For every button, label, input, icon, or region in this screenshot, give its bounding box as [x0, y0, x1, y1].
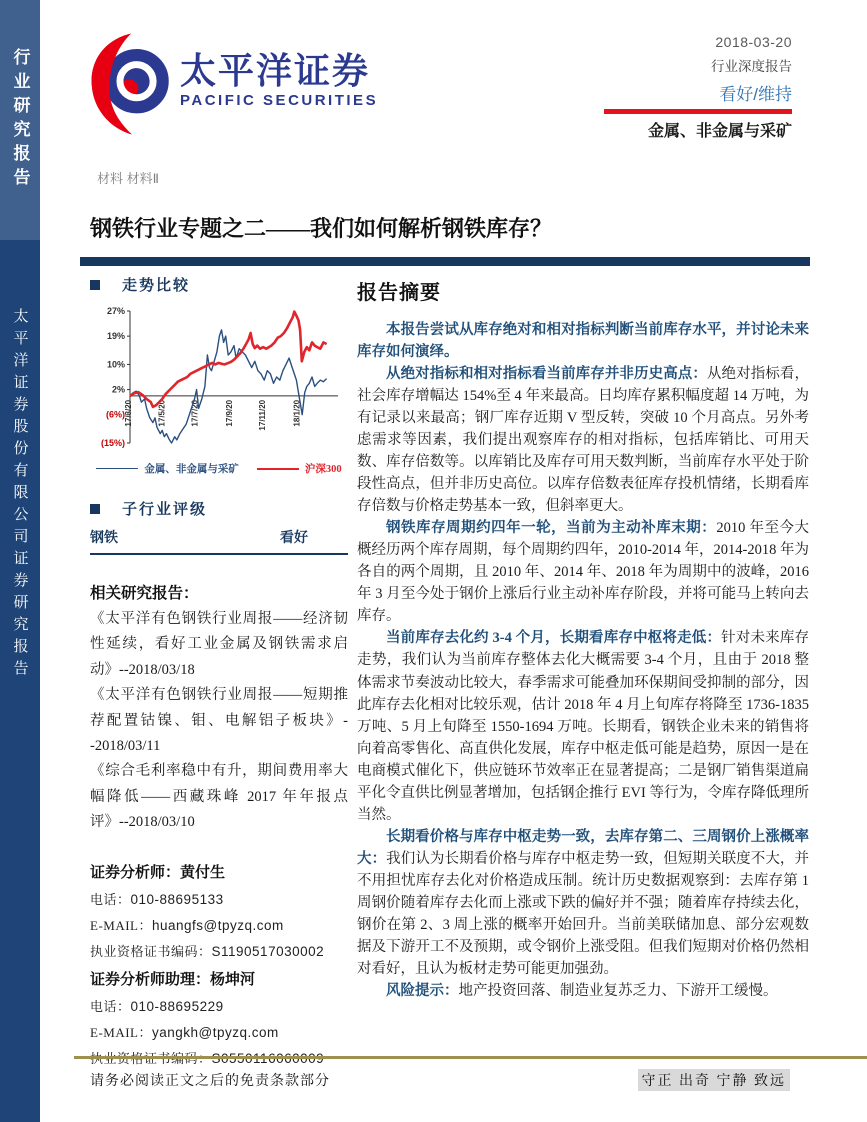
summary-paragraph: [357, 517, 809, 627]
paragraph-body: 从绝对指标看，社会库存增幅达 154%至 4 年来最高。日均库存累积幅度超 14 万吨，为有记录以来最高；钢厂库存近期 V 型反转，突破 10 个月高点。另外考虑需求等因素，我们提出观察库存的相对指标，包括库销比、可用天数、库存倍数等。以库销比及库存可用天数判断，当前库存水平处于阶段性高点，但并非历史高位。以库存倍数表征库存投机情绪，长期看库存倍数与价格走势基本一致，但斜率更大。: [357, 366, 810, 515]
analyst-block: [90, 861, 348, 960]
subindustry-rating-section: [90, 498, 348, 555]
logo-name-cn: 太平洋证券: [180, 50, 371, 91]
report-type: 行业深度报告: [711, 59, 792, 74]
footer-motto: 守正 出奇 宁静 致远: [638, 1069, 791, 1091]
legend-label: 沪深300: [304, 464, 342, 475]
x-tick-label: 17/7/20: [190, 399, 200, 427]
paragraph-lead: 当前库存去化约 3-4 个月，长期看库存中枢将走低：: [386, 630, 722, 647]
analyst-name: 证券分析师助理：杨坤河: [90, 972, 256, 989]
analyst-phone: 电话：010-88695229: [90, 999, 224, 1015]
rating-row-name: 钢铁: [90, 531, 118, 546]
summary-column: [357, 276, 809, 1002]
trend-section-title: 走势比较: [122, 278, 191, 294]
breadcrumb-category: 材料 材料Ⅱ: [97, 171, 160, 186]
analyst-email-value: huangfs@tpyzq.com: [152, 918, 284, 934]
related-reports-section: [90, 581, 348, 835]
paragraph-lead: 钢铁库存周期约四年一轮，当前为主动补库末期：: [386, 520, 717, 537]
title-divider-bar: [80, 257, 810, 266]
left-column: [90, 274, 348, 1074]
analyst-cert-value: S1190517030002: [211, 944, 325, 960]
series-line-沪深300: [130, 312, 327, 407]
analyst-email: E-MAIL：huangfs@tpyzq.com: [90, 918, 284, 934]
red-accent-bar: [604, 109, 792, 114]
analyst-cert: 执业资格证书编码：S1190517030002: [90, 944, 325, 960]
analyst-phone: 电话：010-88695133: [90, 892, 224, 908]
sidebar-top-band: [0, 0, 40, 240]
paragraph-body: 地产投资回落、制造业复苏乏力、下游开工缓慢。: [458, 982, 778, 999]
trend-comparison-chart: [90, 301, 348, 476]
y-tick-label: 10%: [106, 359, 125, 370]
legend-line-swatch: [96, 468, 138, 469]
y-tick-label: 2%: [111, 384, 125, 395]
x-tick-label: 18/1/20: [292, 399, 302, 427]
paragraph-lead: 风险提示：: [386, 982, 459, 999]
summary-paragraph: [357, 980, 809, 1002]
summary-paragraph: [357, 627, 809, 825]
pacific-securities-logo-icon: [88, 30, 172, 138]
logo-text: [180, 52, 378, 109]
analyst-phone-value: 010-88695229: [130, 999, 224, 1015]
chart-legend: [90, 461, 348, 476]
paragraph-lead: 本报告尝试从库存绝对和相对指标判断当前库存水平，并讨论未来库存如何演绎。: [357, 322, 809, 361]
trend-chart-svg: [90, 301, 344, 451]
x-tick-label: 17/3/20: [124, 399, 134, 427]
y-tick-label: 27%: [106, 306, 125, 316]
footer-disclaimer: 请务必阅读正文之后的免责条款部分: [90, 1074, 330, 1089]
paragraph-body: 2010 年至今大概经历两个库存周期，每个周期约四年，2010-2014 年，2014-2018 年为各自的两个周期，且 2010 年、2014 年、2018 年为周期中的波峰，2016 年 3 月至今处于钢价上涨后行业主动补库存阶段，并将可能马上转向去库存。: [357, 520, 810, 625]
legend-item: [257, 461, 342, 476]
related-reports-list: [90, 607, 348, 835]
header-logo: [88, 30, 378, 138]
y-tick-label: (6%): [105, 409, 125, 420]
summary-paragraph: [357, 319, 809, 363]
rating-section-header: [90, 498, 348, 519]
rating-row-value: 看好: [280, 531, 308, 546]
page-title: 钢铁行业专题之二——我们如何解析钢铁库存？: [90, 216, 553, 241]
industry-rating: 看好/维持: [719, 85, 792, 104]
analyst-block: [90, 968, 348, 1067]
paragraph-body: 针对未来库存走势，我们认为当前库存整体去化大概需要 3-4 个月，且由于 2018 整体需求节奏波动比较大，春季需求可能叠加环保期间受抑制的部分，因此库存去化相对比较乐观，估计 2018 年 4 月上旬库存将降至 1736-1835 万吨、5 月上旬降至 1550-1694 万吨。长期看，钢铁企业未来的销售将向着高零售化、高直供化发展，库存中枢走低可能是趋势，原因一是在电商模式催化下，供应链环节效率正在显著提高；二是钢厂销售渠道扁平化令直供比例显著增加，包括钢企推行 EVI 等行为，令库存降低理所当然。: [357, 630, 810, 823]
y-tick-label: (15%): [100, 438, 125, 448]
trend-section-header: [90, 274, 348, 295]
legend-item: [96, 461, 239, 476]
x-tick-label: 17/11/20: [258, 399, 268, 431]
summary-paragraphs: [357, 319, 809, 1002]
header-meta: [472, 34, 792, 141]
logo-name-en: PACIFIC SECURITIES: [180, 91, 379, 109]
analyst-name: 证券分析师：黄付生: [90, 865, 226, 882]
analyst-email: E-MAIL：yangkh@tpyzq.com: [90, 1025, 279, 1041]
section-bullet-icon: [90, 280, 100, 290]
sidebar-top-label: 行业研究报告: [10, 48, 30, 192]
summary-paragraph: [357, 826, 809, 980]
related-report-item: 《太平洋有色钢铁行业周报——短期推荐配置钴镍、钼、电解铝子板块》--2018/03/11: [90, 687, 348, 754]
paragraph-lead: 长期看价格与库存中枢走势一致，去库存第二、三周钢价上涨概率大：: [357, 828, 809, 867]
analyst-phone-value: 010-88695133: [130, 892, 224, 908]
x-tick-label: 17/9/20: [224, 399, 234, 427]
related-reports-title: 相关研究报告：: [90, 585, 199, 602]
rating-table: [90, 527, 348, 555]
paragraph-body: 我们认为长期看价格与库存中枢走势一致，但短期关联度不大，并不用担忧库存去化对价格造成压制。统计历史数据观察到：去库存第 1 周钢价随着库存去化而上涨或下跌的偏好并不强；随着库存持续去化，钢价在第 2、3 周上涨的概率开始回升。当前美联储加息、部分宏观数据及下游开工不及预期，或令钢价上涨受阻。但我们短期对价格仍然相对看好，且认为板材走势可能更加强劲。: [357, 850, 810, 977]
related-report-item: 《综合毛利率稳中有升，期间费用率大幅降低——西藏珠峰 2017 年年报点评》--2018/03/10: [90, 763, 348, 830]
rating-section-title: 子行业评级: [122, 502, 208, 518]
footer-gold-rule: [74, 1056, 867, 1059]
summary-heading: 报告摘要: [357, 282, 441, 304]
legend-line-swatch: [257, 468, 299, 470]
related-report-item: 《太平洋有色钢铁行业周报——经济韧性延续，看好工业金属及钢铁需求启动》--2018/03/18: [90, 611, 348, 678]
x-tick-label: 17/5/20: [157, 399, 167, 427]
paragraph-lead: 从绝对指标和相对指标看当前库存并非历史高点：: [386, 366, 707, 383]
analysts-section: [90, 861, 348, 1067]
sidebar-bottom-label: 太平洋证券股份有限公司证券研究报告: [11, 308, 28, 682]
rating-table-row: [90, 527, 348, 555]
report-date: 2018-03-20: [715, 34, 792, 50]
summary-paragraph: [357, 363, 809, 517]
legend-label: 金属、非金属与采矿: [144, 464, 239, 475]
sidebar-bottom-band: [0, 240, 40, 1122]
section-bullet-icon: [90, 504, 100, 514]
industry-name: 金属、非金属与采矿: [647, 123, 792, 140]
y-tick-label: 19%: [106, 331, 125, 342]
analyst-email-value: yangkh@tpyzq.com: [152, 1025, 279, 1041]
